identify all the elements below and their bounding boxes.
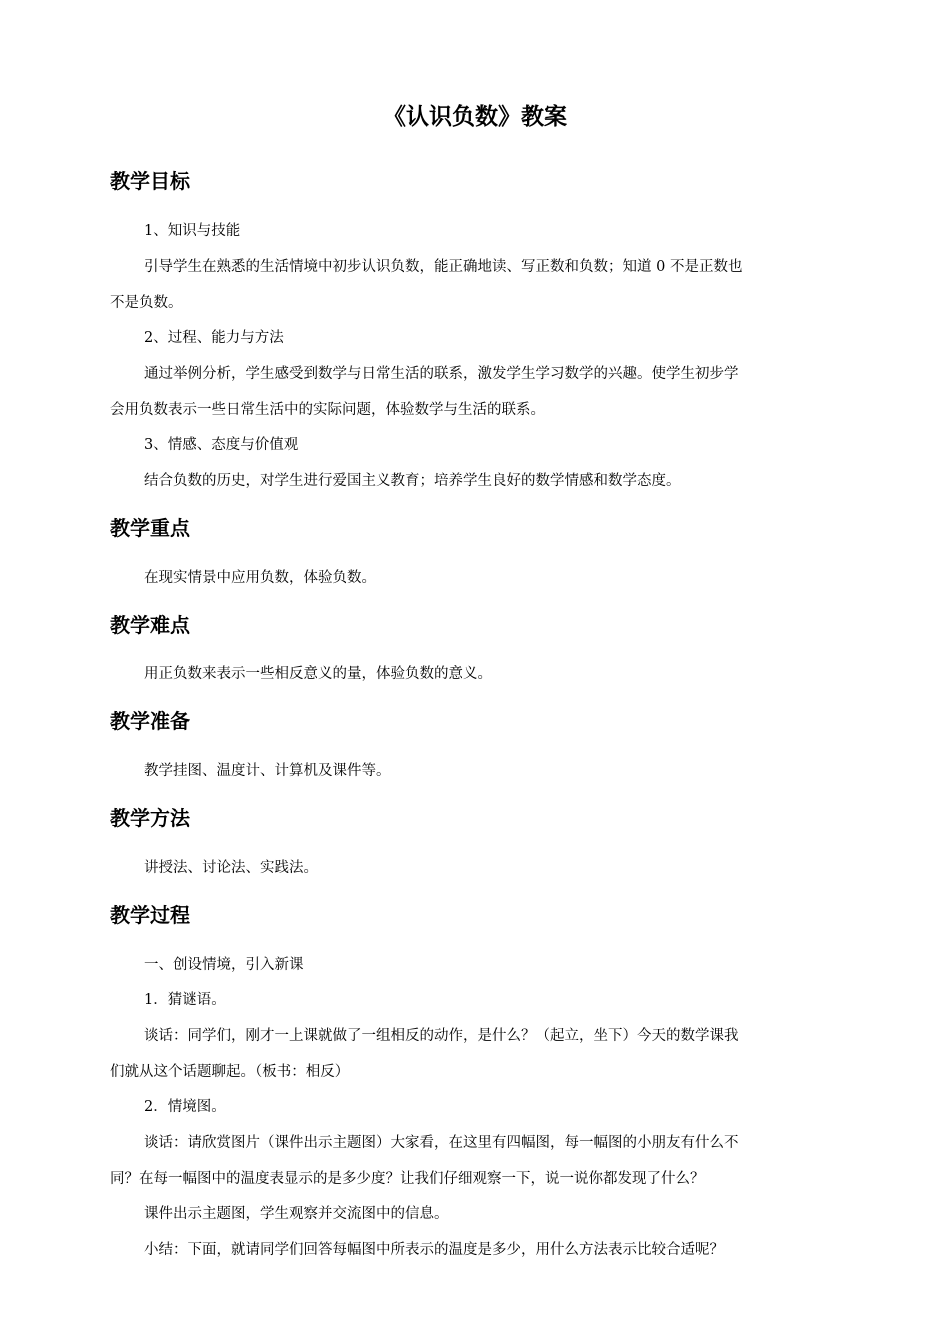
paragraph-continuation: 同？在每一幅图中的温度表显示的是多少度？让我们仔细观察一下，说一说你都发现了什么？ [110,1171,705,1187]
paragraph-continuation: 会用负数表示一些日常生活中的实际问题，体验数学与生活的联系。 [110,402,545,418]
paragraph: 在现实情景中应用负数，体验负数。 [144,570,376,586]
paragraph-continuation: 不是负数。 [110,295,183,311]
paragraph: 谈话：请欣赏图片（课件出示主题图）大家看，在这里有四幅图，每一幅图的小朋友有什么不 [144,1135,739,1151]
paragraph: 引导学生在熟悉的生活情境中初步认识负数，能正确地读、写正数和负数；知道 0 不是正数也 [144,259,743,275]
paragraph: 2．情境图。 [144,1099,226,1115]
section-heading-objectives: 教学目标 [110,169,190,193]
paragraph-continuation: 们就从这个话题聊起。（板书：相反） [110,1064,350,1080]
section-heading-process: 教学过程 [110,903,190,927]
paragraph: 小结：下面，就请同学们回答每幅图中所表示的温度是多少，用什么方法表示比较合适呢？ [144,1242,724,1258]
paragraph: 2、过程、能力与方法 [144,330,284,346]
paragraph: 用正负数来表示一些相反意义的量，体验负数的意义。 [144,666,492,682]
paragraph: 1、知识与技能 [144,223,241,239]
paragraph: 教学挂图、温度计、计算机及课件等。 [144,763,391,779]
paragraph: 结合负数的历史，对学生进行爱国主义教育；培养学生良好的数学情感和数学态度。 [144,473,681,489]
paragraph: 一、创设情境，引入新课 [144,957,304,973]
paragraph: 3、情感、态度与价值观 [144,437,299,453]
paragraph: 讲授法、讨论法、实践法。 [144,860,318,876]
paragraph: 谈话：同学们，刚才一上课就做了一组相反的动作，是什么？（起立，坐下）今天的数学课我 [144,1028,739,1044]
section-heading-preparation: 教学准备 [110,709,190,733]
section-heading-difficulties: 教学难点 [110,613,190,637]
document-title: 《认识负数》教案 [383,104,567,130]
paragraph: 1．猜谜语。 [144,992,226,1008]
section-heading-methods: 教学方法 [110,806,190,830]
paragraph: 通过举例分析，学生感受到数学与日常生活的联系，激发学生学习数学的兴趣。使学生初步学 [144,366,739,382]
paragraph: 课件出示主题图，学生观察并交流图中的信息。 [144,1206,449,1222]
section-heading-key-points: 教学重点 [110,516,190,540]
